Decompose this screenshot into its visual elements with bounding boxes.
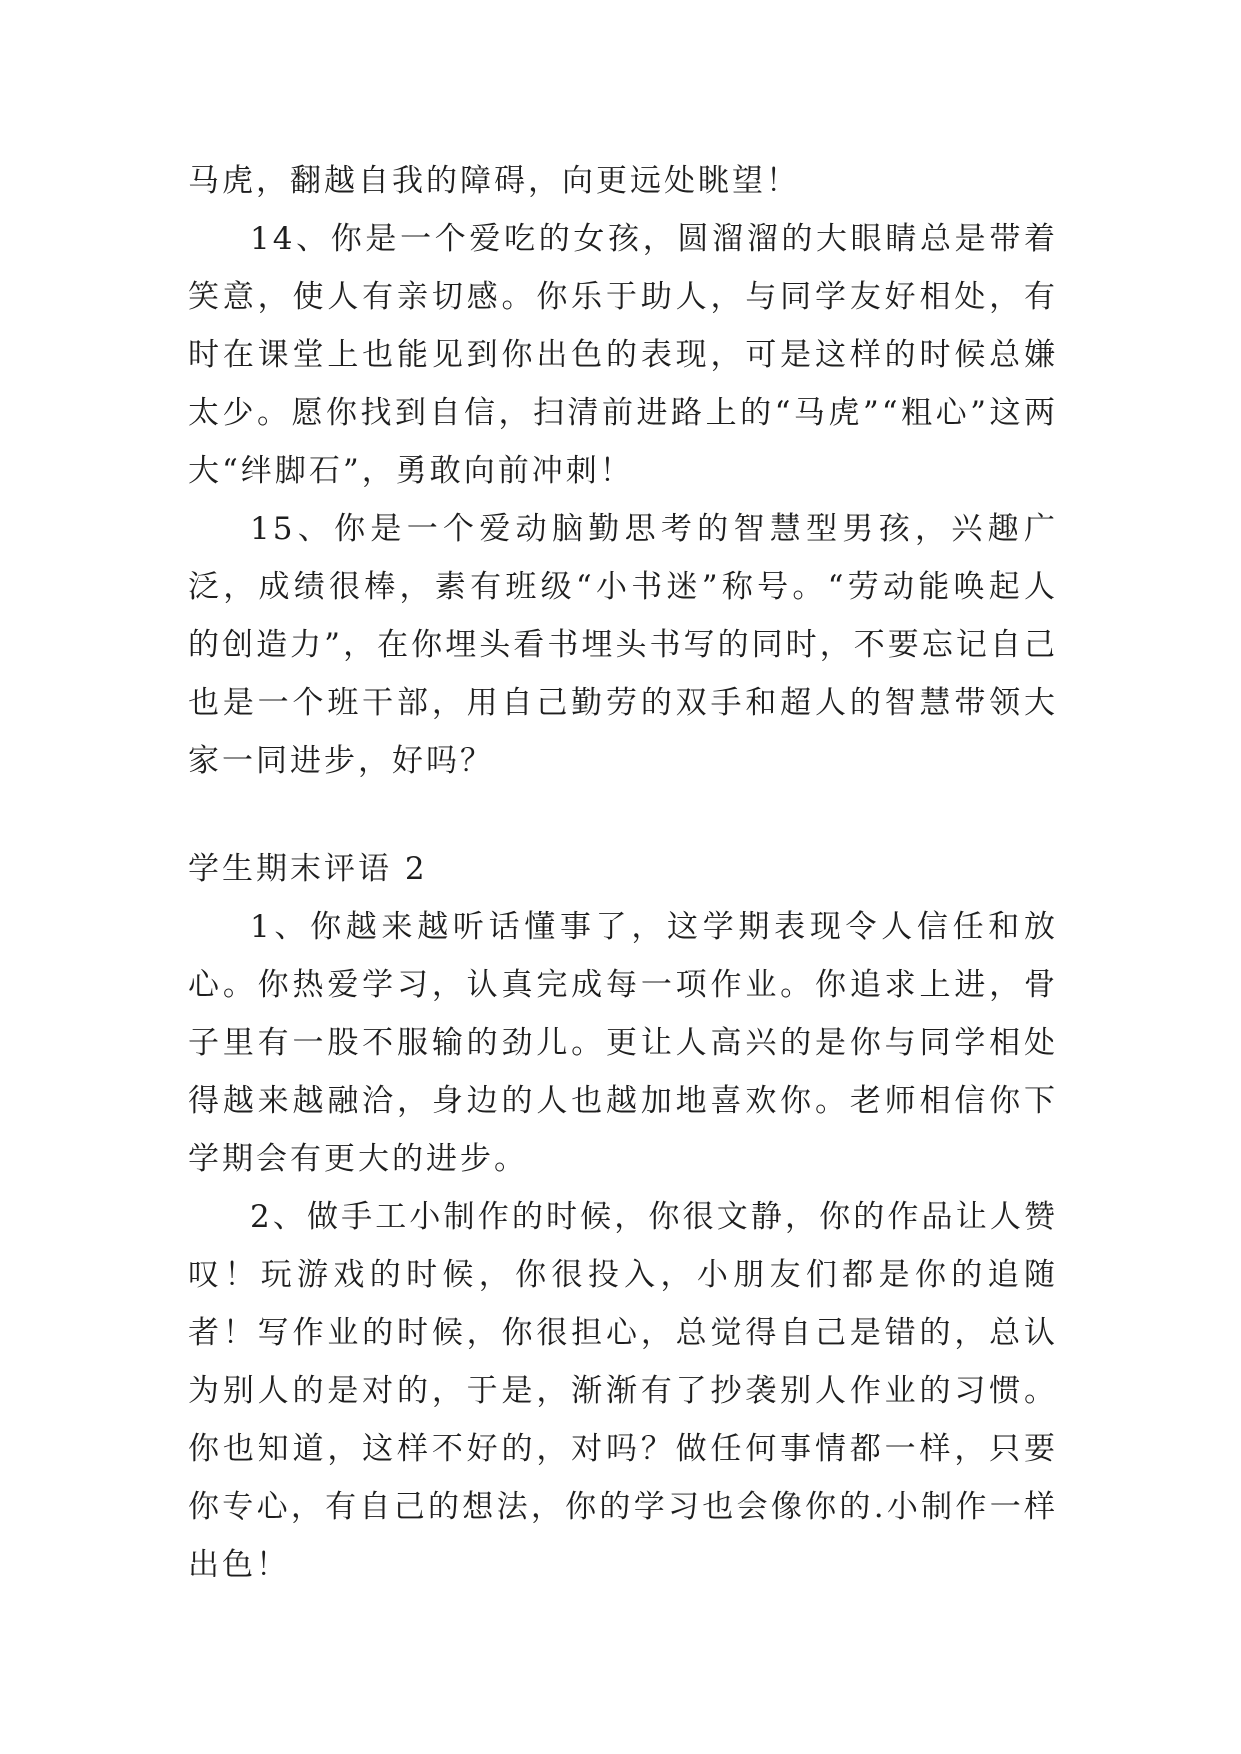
paragraph-continuation: 马虎，翻越自我的障碍，向更远处眺望！: [188, 163, 800, 199]
paragraph-comment-1: 1、你越来越听话懂事了，这学期表现令人信任和放心。你热爱学习，认真完成每一项作业。你追求上进，骨子里有一股不服输的劲儿。更让人高兴的是你与同学相处得越来越融洽，身边的人也越加地喜欢你。老师相信你下学期会有更大的进步。: [188, 909, 1058, 1177]
paragraph-comment-14: 14、你是一个爱吃的女孩，圆溜溜的大眼睛总是带着笑意，使人有亲切感。你乐于助人，与同学友好相处，有时在课堂上也能见到你出色的表现，可是这样的时候总嫌太少。愿你找到自信，扫清前进路上的“马虎”“粗心”这两大“绊脚石”，勇敢向前冲刺！: [188, 221, 1058, 489]
paragraph-comment-2: 2、做手工小制作的时候，你很文静，你的作品让人赞叹！玩游戏的时候，你很投入，小朋友们都是你的追随者！写作业的时候，你很担心，总觉得自己是错的，总认为别人的是对的，于是，渐渐有了抄袭别人作业的习惯。你也知道，这样不好的，对吗？做任何事情都一样，只要你专心，有自己的想法，你的学习也会像你的.小制作一样出色！: [188, 1199, 1058, 1583]
section-heading: 学生期末评语 2: [188, 851, 428, 887]
paragraph-comment-15: 15、你是一个爱动脑勤思考的智慧型男孩，兴趣广泛，成绩很棒，素有班级“小书迷”称号。“劳动能唤起人的创造力”，在你埋头看书埋头书写的同时，不要忘记自己也是一个班干部，用自己勤劳的双手和超人的智慧带领大家一同进步，好吗？: [188, 511, 1058, 779]
document-body: [188, 152, 1058, 1594]
